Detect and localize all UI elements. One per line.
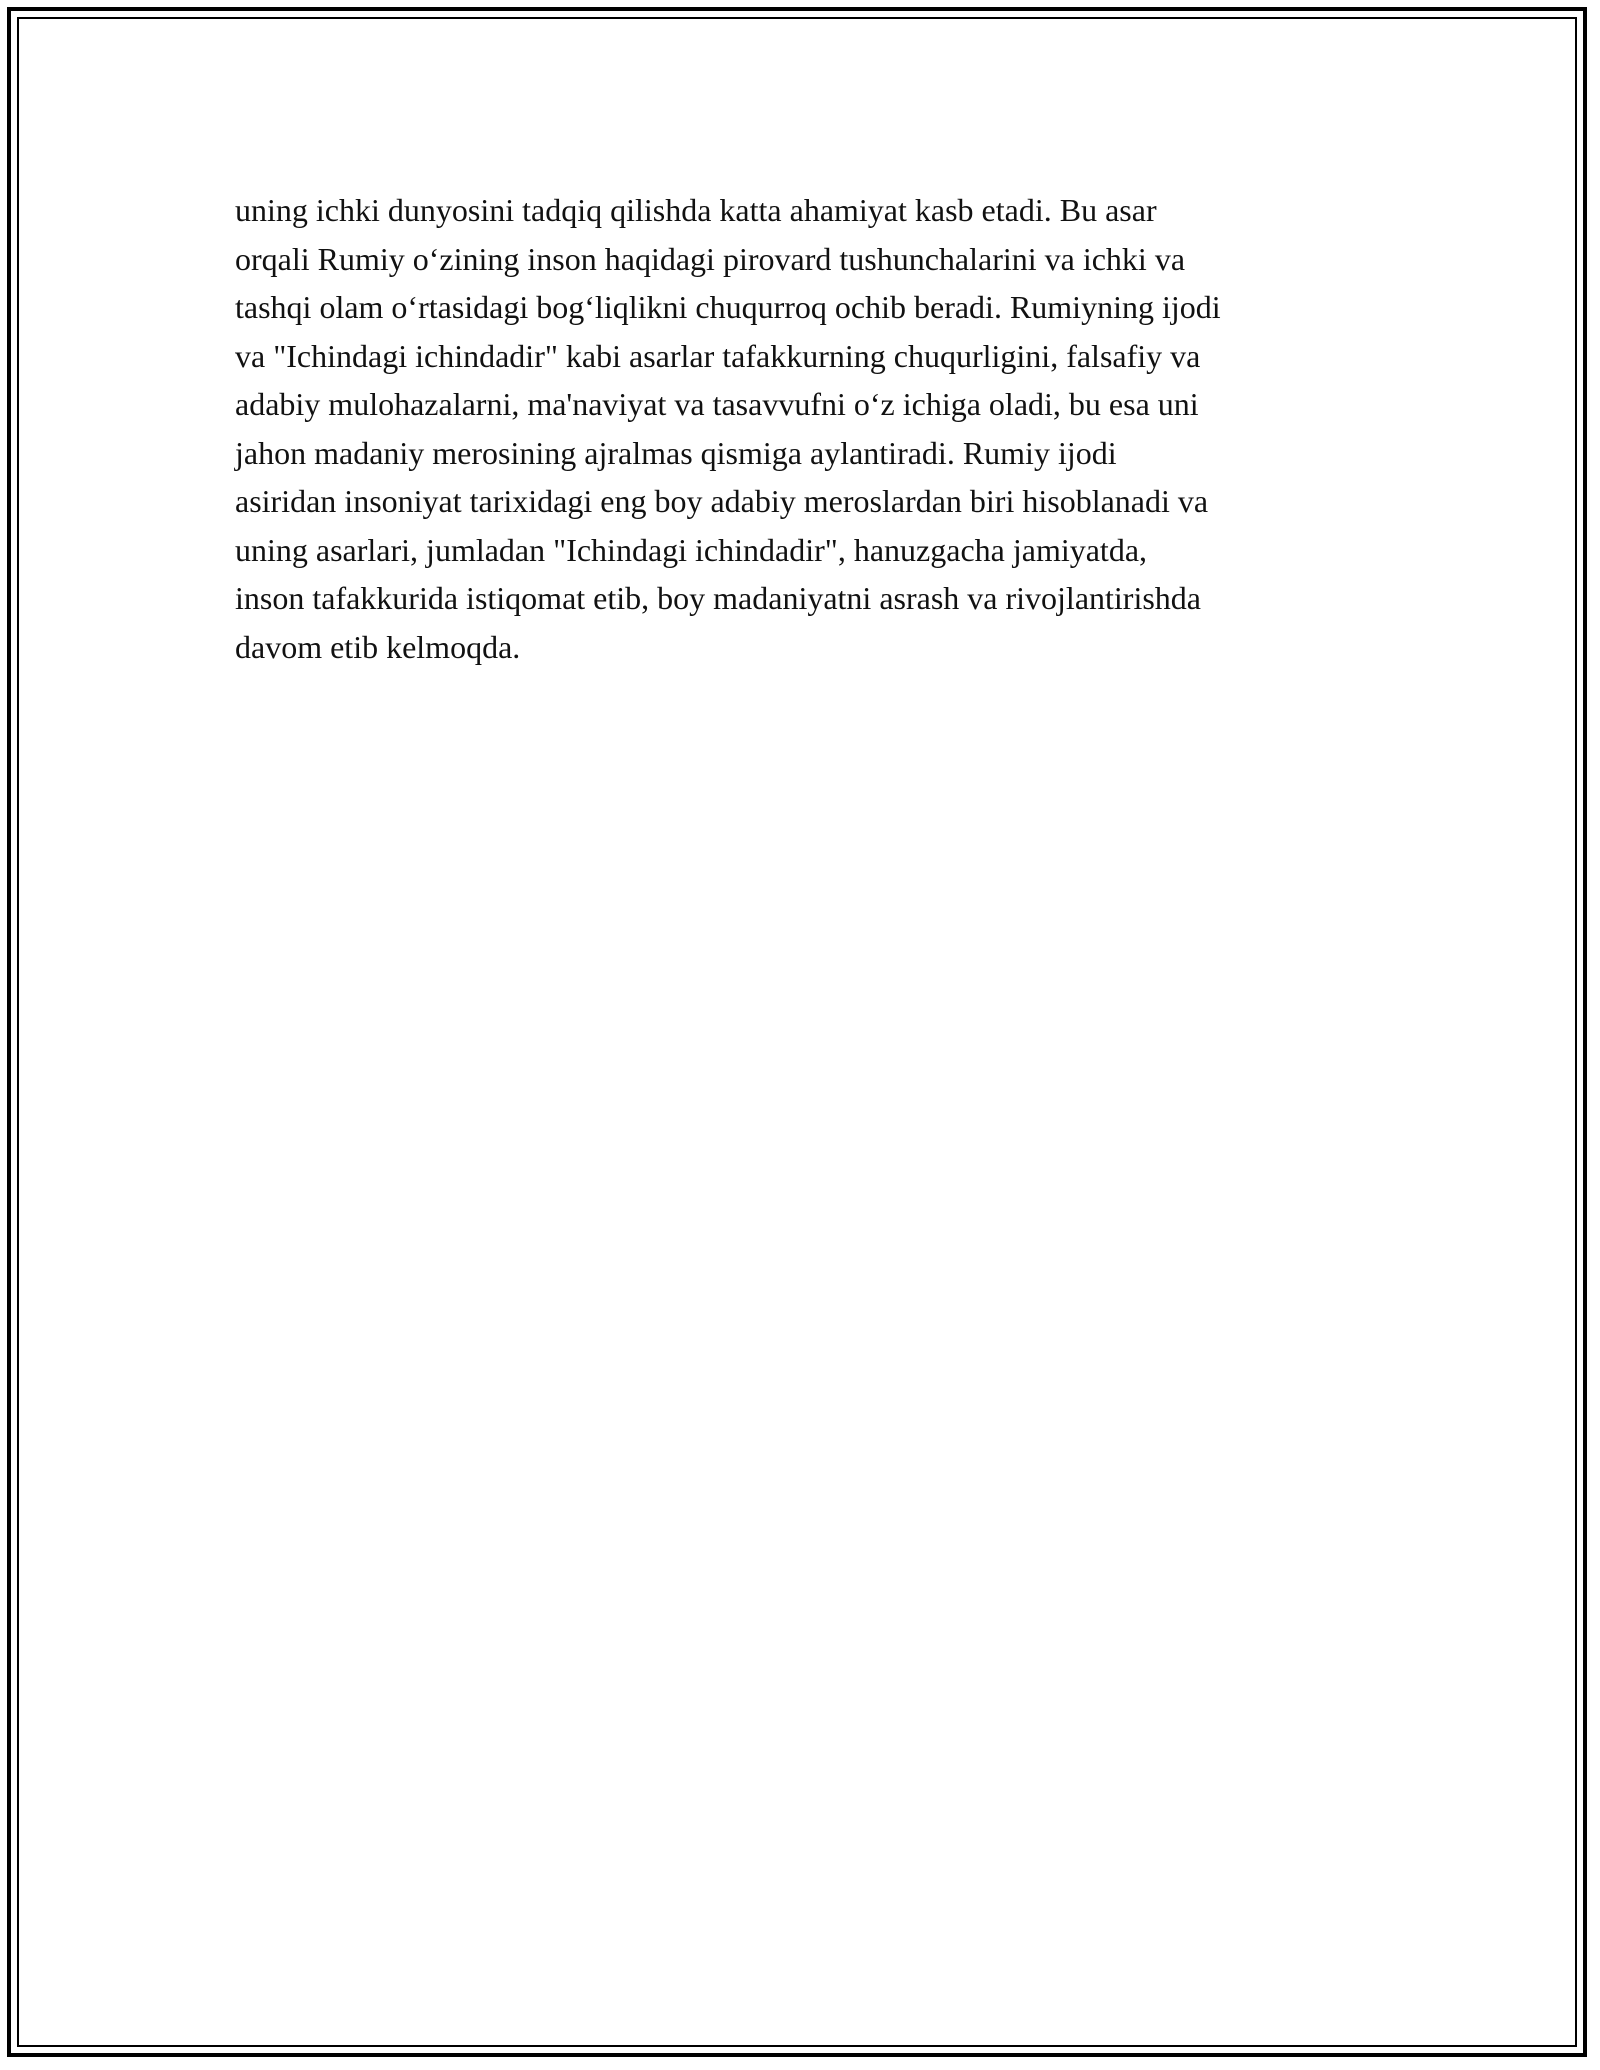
paragraph-line: orqali Rumiy o‘zining inson haqidagi pirovard tushunchalarini va ichki va — [235, 240, 1186, 277]
paragraph-line: tashqi olam o‘rtasidagi bog‘liqlikni chuqurroq ochib beradi. Rumiyning ijodi — [235, 289, 1221, 325]
body-paragraph — [235, 186, 1395, 671]
paragraph-line: uning ichki dunyosini tadqiq qilishda katta ahamiyat kasb etadi. Bu asar — [235, 192, 1157, 228]
paragraph-line: davom etib kelmoqda. — [235, 628, 521, 665]
paragraph-line: uning asarlari, jumladan "Ichindagi ichindadir", hanuzgacha jamiyatda, — [235, 531, 1148, 568]
paragraph-line: adabiy mulohazalarni, ma'naviyat va tasavvufni o‘z ichiga oladi, bu esa uni — [235, 386, 1199, 422]
paragraph-line: jahon madaniy merosining ajralmas qismiga aylantiradi. Rumiy ijodi — [235, 434, 1117, 471]
paragraph-line: inson tafakkurida istiqomat etib, boy madaniyatni asrash va rivojlantirishda — [235, 580, 1201, 616]
paragraph-line: va "Ichindagi ichindadir" kabi asarlar tafakkurning chuqurligini, falsafiy va — [235, 337, 1201, 374]
paragraph-line: asiridan insoniyat tarixidagi eng boy adabiy meroslardan biri hisoblanadi va — [235, 483, 1209, 519]
